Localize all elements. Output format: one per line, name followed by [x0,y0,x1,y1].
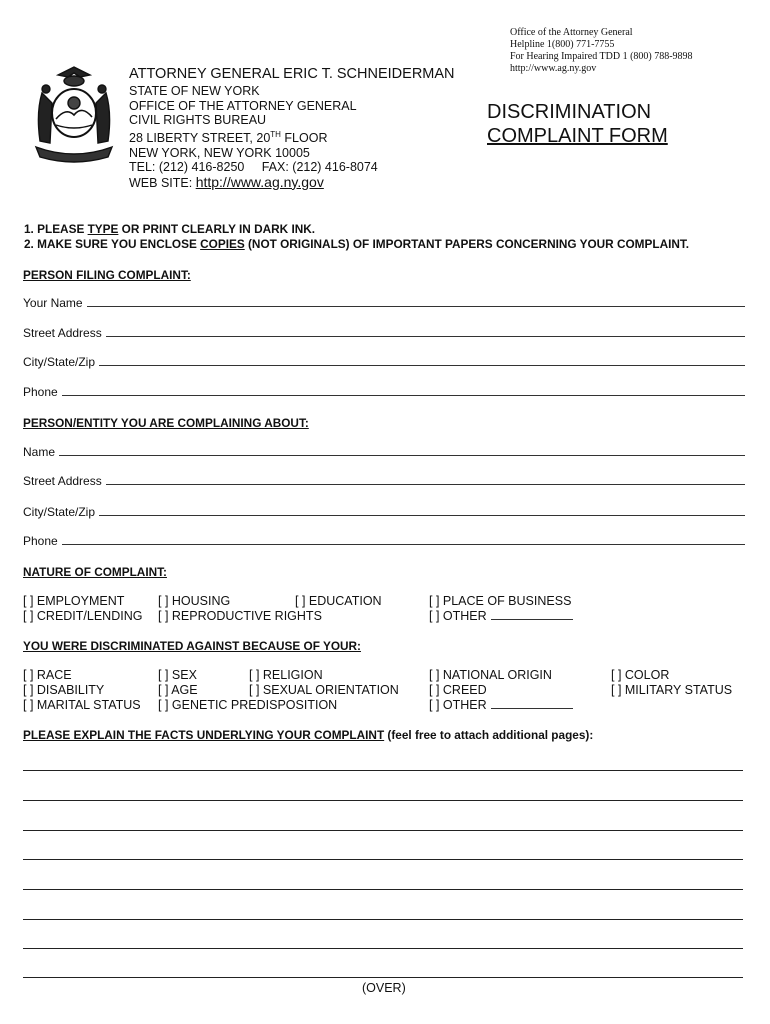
writing-line[interactable] [23,889,743,890]
entity-city-label: City/State/Zip [23,505,96,519]
instruction-2-pre: 2. MAKE SURE YOU ENCLOSE [24,237,201,251]
nature-heading: NATURE OF COMPLAINT: [23,565,167,579]
entity-heading: PERSON/ENTITY YOU ARE COMPLAINING ABOUT: [23,416,309,430]
street-prefix: 28 LIBERTY STREET, 20 [129,130,271,145]
other-nature-blank[interactable] [491,618,573,620]
contact-info [510,27,693,75]
office-name-line: OFFICE OF THE ATTORNEY GENERAL [129,98,357,113]
instruction-2 [24,237,689,251]
entity-city-field[interactable] [23,505,745,519]
option-creed[interactable]: [ ] CREED [429,683,487,697]
writing-line[interactable] [23,919,743,920]
instruction-1-pre: 1. PLEASE [24,222,88,236]
instruction-1-emph: TYPE [87,222,119,236]
your-name-field[interactable] [23,296,745,310]
option-marital-status[interactable]: [ ] MARITAL STATUS [23,698,141,712]
bureau-address [129,84,378,190]
option-sexual-orientation[interactable]: [ ] SEXUAL ORIENTATION [249,683,399,697]
filer-city-field[interactable] [23,355,745,369]
writing-line[interactable] [23,977,743,978]
option-race[interactable]: [ ] RACE [23,668,72,682]
option-disability[interactable]: [ ] DISABILITY [23,683,105,697]
option-employment[interactable]: [ ] EMPLOYMENT [23,594,125,608]
entity-street-field[interactable] [23,474,745,488]
website-small: http://www.ag.ny.gov [510,63,597,74]
option-sex[interactable]: [ ] SEX [158,668,197,682]
entity-phone-field[interactable] [23,534,745,548]
entity-name-label: Name [23,445,56,459]
filer-street-label: Street Address [23,326,102,340]
explain-heading [23,728,593,742]
tdd-line: For Hearing Impaired TDD 1 (800) 788-9898 [510,51,693,62]
filer-phone-line[interactable] [62,394,745,396]
basis-heading: YOU WERE DISCRIMINATED AGAINST BECAUSE OF YOUR: [23,639,361,653]
bureau-line: CIVIL RIGHTS BUREAU [129,113,267,128]
city-line: NEW YORK, NEW YORK 10005 [129,145,310,160]
entity-name-field[interactable] [23,445,745,459]
entity-phone-label: Phone [23,534,58,548]
over-indicator: (OVER) [362,981,406,995]
phone-fax-line: TEL: (212) 416-8250 FAX: (212) 416-8074 [129,160,378,175]
website-line [129,175,378,191]
street-ordinal: TH [270,129,281,139]
website-link[interactable]: http://www.ag.ny.gov [195,173,324,190]
option-other-nature-label: [ ] OTHER [429,609,487,623]
option-national-origin[interactable]: [ ] NATIONAL ORIGIN [429,668,552,682]
helpline: Helpline 1(800) 771-7755 [510,39,615,50]
new-york-state-seal-icon [28,63,120,163]
writing-line[interactable] [23,859,743,860]
form-title-line1: DISCRIMINATION [487,101,652,123]
street-line [129,128,378,146]
instruction-2-post: (NOT ORIGINALS) OF IMPORTANT PAPERS CONCERNING YOUR COMPLAINT. [244,237,690,251]
writing-line[interactable] [23,830,743,831]
filer-city-label: City/State/Zip [23,355,96,369]
filer-street-field[interactable] [23,326,745,340]
writing-line[interactable] [23,800,743,801]
option-place-of-business[interactable]: [ ] PLACE OF BUSINESS [429,594,572,608]
state-line: STATE OF NEW YORK [129,84,260,98]
your-name-label: Your Name [23,296,83,310]
option-genetic-predisposition[interactable]: [ ] GENETIC PREDISPOSITION [158,698,338,712]
option-credit-lending[interactable]: [ ] CREDIT/LENDING [23,609,143,623]
writing-line[interactable] [23,770,743,771]
person-filing-heading: PERSON FILING COMPLAINT: [23,268,191,282]
attorney-general-name: ATTORNEY GENERAL ERIC T. SCHNEIDERMAN [129,66,455,82]
filer-street-line[interactable] [106,335,745,337]
entity-street-label: Street Address [23,474,102,488]
option-education[interactable]: [ ] EDUCATION [295,594,382,608]
filer-phone-field[interactable] [23,385,745,399]
explain-heading-main: PLEASE EXPLAIN THE FACTS UNDERLYING YOUR COMPLAINT [23,728,385,742]
option-military-status[interactable]: [ ] MILITARY STATUS [611,683,733,697]
writing-line[interactable] [23,948,743,949]
other-basis-blank[interactable] [491,707,573,709]
entity-phone-line[interactable] [62,543,745,545]
filer-city-line[interactable] [99,364,745,366]
option-other-nature[interactable] [429,609,573,623]
option-housing[interactable]: [ ] HOUSING [158,594,231,608]
explain-heading-note: (feel free to attach additional pages): [384,728,594,742]
option-age[interactable]: [ ] AGE [158,683,198,697]
street-suffix: FLOOR [280,130,328,145]
instruction-1 [24,222,315,236]
website-label: WEB SITE: [129,175,196,190]
option-religion[interactable]: [ ] RELIGION [249,668,323,682]
option-other-basis[interactable] [429,698,573,712]
option-other-basis-label: [ ] OTHER [429,698,487,712]
your-name-line[interactable] [87,305,745,307]
form-title [487,100,668,148]
option-color[interactable]: [ ] COLOR [611,668,670,682]
form-title-line2: COMPLAINT FORM [487,125,668,147]
option-reproductive-rights[interactable]: [ ] REPRODUCTIVE RIGHTS [158,609,322,623]
entity-street-line[interactable] [106,483,745,485]
instruction-2-emph: COPIES [200,237,245,251]
entity-name-line[interactable] [59,454,745,456]
office-line: Office of the Attorney General [510,27,633,38]
entity-city-line[interactable] [99,514,745,516]
filer-phone-label: Phone [23,385,58,399]
instruction-1-post: OR PRINT CLEARLY IN DARK INK. [118,222,316,236]
